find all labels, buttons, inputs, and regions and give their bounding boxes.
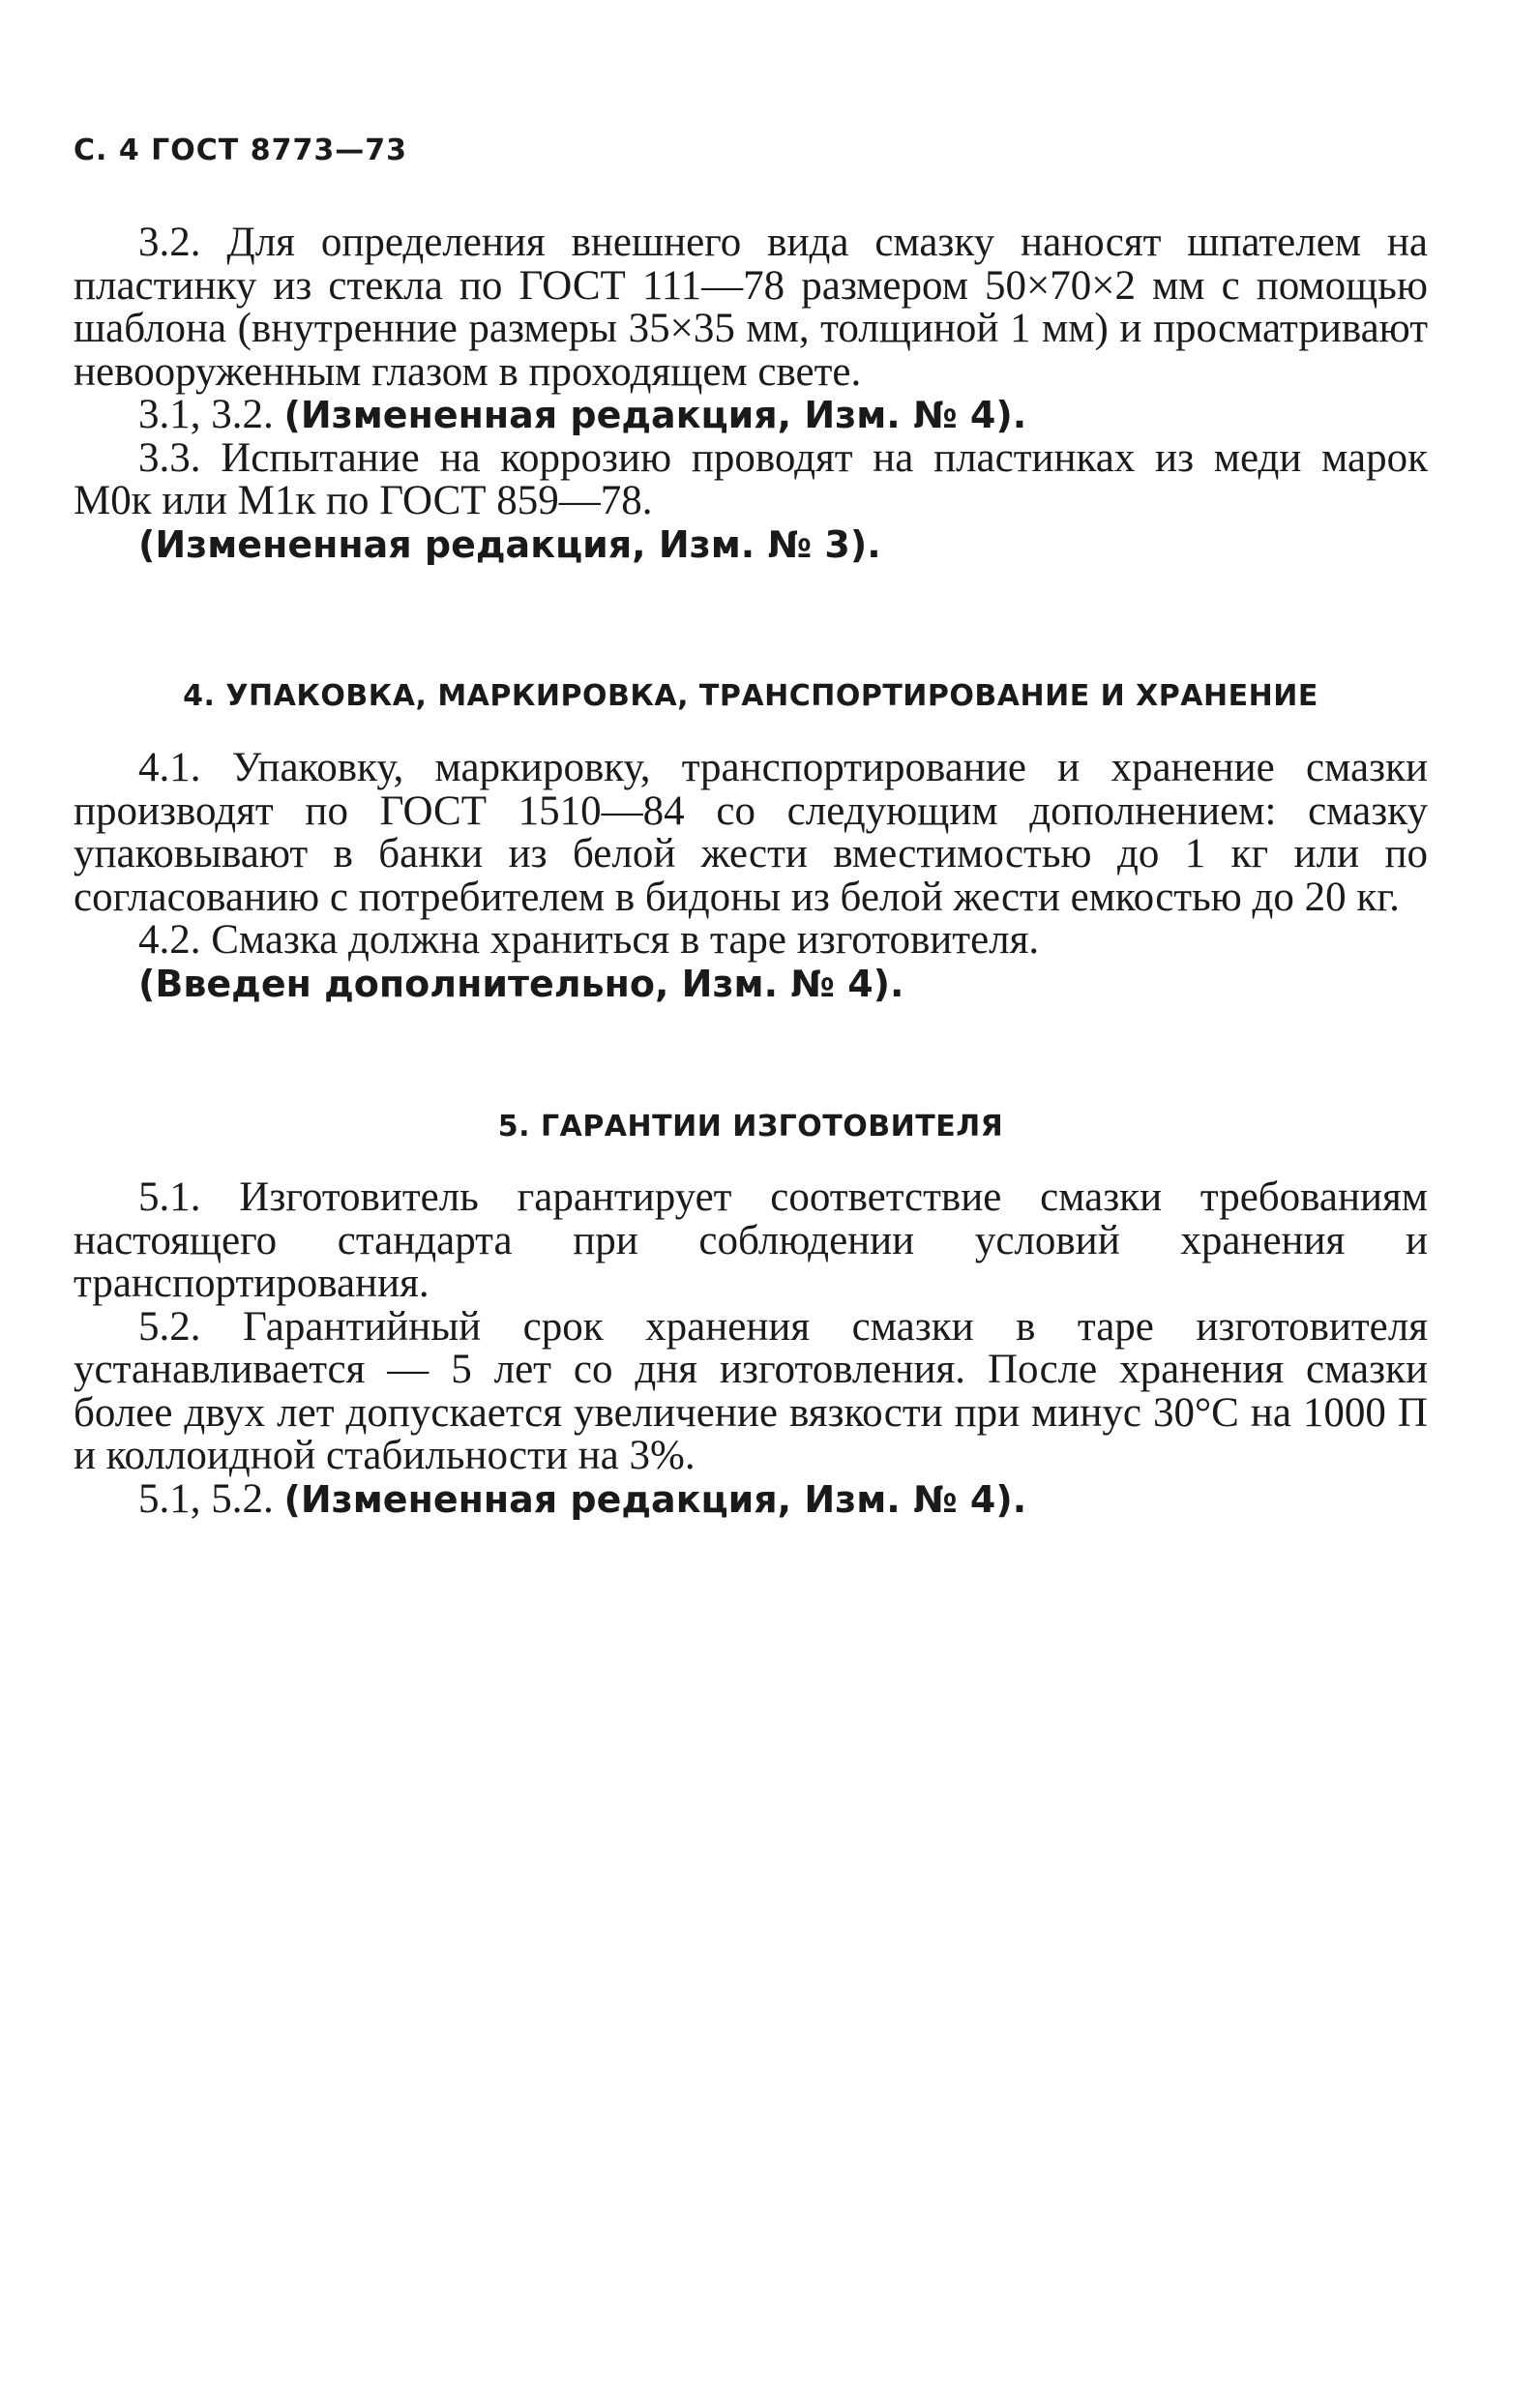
- paragraph-5-1: 5.1. Изготовитель гарантирует соответствие смазки требованиям настоящего стандарта при соблюдении условий хранения и транспортирования.: [74, 1174, 1428, 1306]
- amendment-note: (Введен дополнительно, Изм. № 4).: [138, 962, 904, 1005]
- section-5-content: [74, 1176, 1428, 1521]
- paragraph-4-1: 4.1. Упаковку, маркировку, транспортирование и хранение смазки производят по ГОСТ 1510—84 со следующим дополнением: смазку упаковывают в банки из белой жести вместимостью до 1 кг или по согласованию с потребителем в бидоны из белой жести емкостью до 20 кг.: [74, 745, 1428, 920]
- paragraph-3-2: 3.2. Для определения внешнего вида смазку наносят шпателем на пластинку из стекла по ГОСТ 111—78 размером 50×70×2 мм с помощью шаблона (внутренние размеры 35×35 мм, толщиной 1 мм) и просматривают невооруженным глазом в проходящем свете.: [74, 220, 1428, 395]
- amendment-3-3: [74, 523, 1428, 567]
- amendment-lead: 3.1, 3.2.: [138, 392, 274, 437]
- amendment-5-1-5-2: [74, 1475, 1428, 1522]
- paragraph-3-3: 3.3. Испытание на коррозию проводят на пластинках из меди марок М0к или М1к по ГОСТ 859—78.: [74, 434, 1428, 523]
- section-3-content: [74, 222, 1428, 566]
- paragraph-4-2: 4.2. Смазка должна храниться в таре изготовителя.: [138, 917, 1040, 963]
- amendment-note: (Измененная редакция, Изм. № 4).: [283, 1477, 1027, 1521]
- amendment-note: (Измененная редакция, Изм. № 3).: [138, 522, 881, 566]
- running-head: С. 4 ГОСТ 8773—73: [74, 134, 407, 167]
- section-4-content: [74, 747, 1428, 1005]
- amendment-4-2: [74, 963, 1428, 1006]
- amendment-lead: 5.1, 5.2.: [138, 1475, 274, 1522]
- section-5-heading: 5. ГАРАНТИИ ИЗГОТОВИТЕЛЯ: [497, 1110, 1004, 1144]
- section-4-heading: 4. УПАКОВКА, МАРКИРОВКА, ТРАНСПОРТИРОВАНИЕ И ХРАНЕНИЕ: [183, 679, 1318, 713]
- amendment-3-1-3-2: [74, 394, 1428, 437]
- paragraph-5-2: 5.2. Гарантийный срок хранения смазки в таре изготовителя устанавливается — 5 лет со дня изготовления. После хранения смазки более двух лет допускается увеличение вязкости при минус 30°С на 1000 П и коллоидной стабильности на 3%.: [74, 1303, 1428, 1478]
- amendment-note: (Измененная редакция, Изм. № 4).: [283, 394, 1027, 436]
